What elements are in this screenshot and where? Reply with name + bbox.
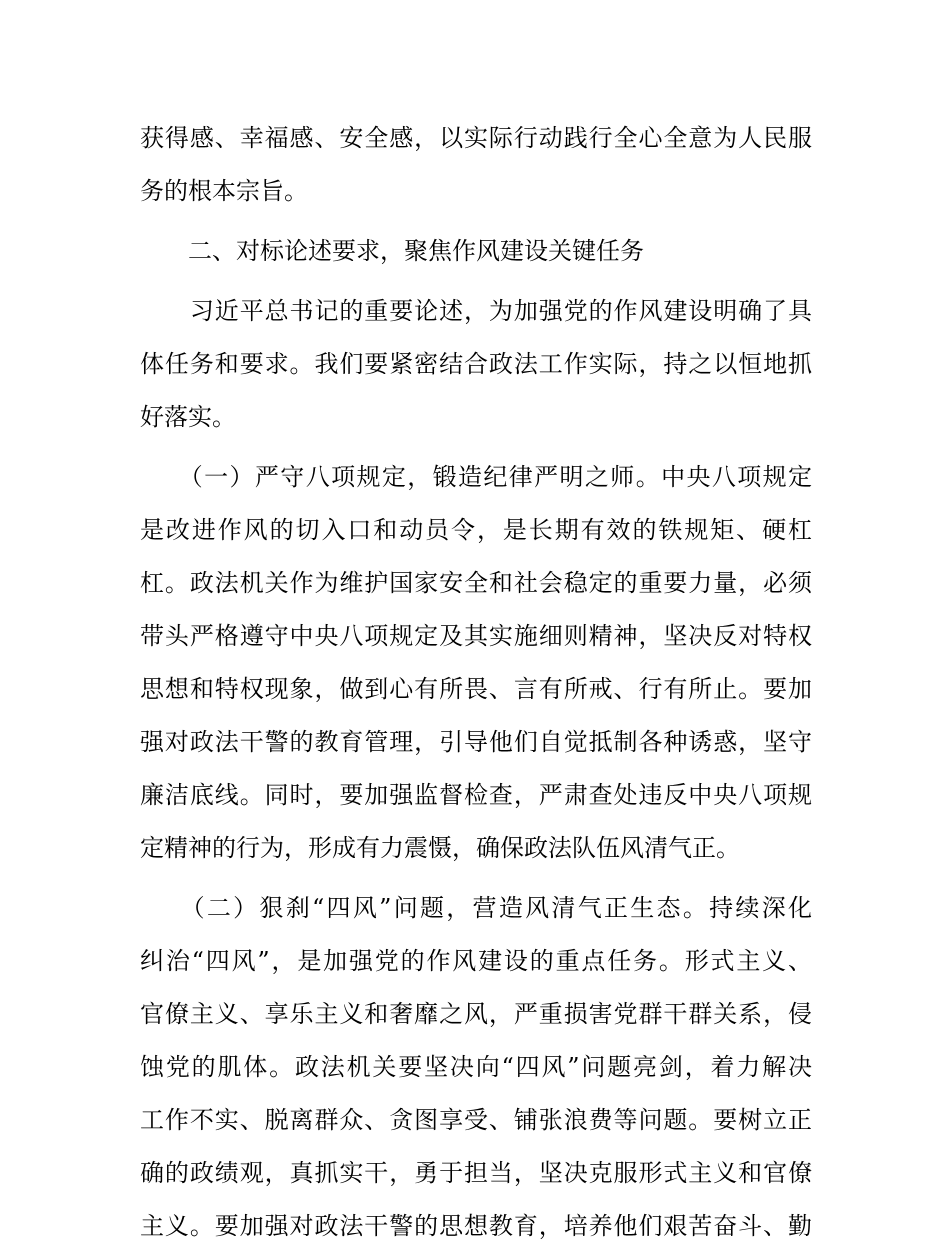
text-line: 体任务和要求。我们要紧密结合政法工作实际，持之以恒地抓 [140,350,812,378]
paragraph-point-two [140,882,812,1253]
heading-line: 二、对标论述要求，聚焦作风建设关键任务 [140,237,644,265]
text-line: 强对政法干警的教育管理，引导他们自觉抵制各种诱惑，坚守 [140,728,812,756]
text-line: 廉洁底线。同时，要加强监督检查，严肃查处违反中央八项规 [140,781,812,809]
text-line: 确的政绩观，真抓实干，勇于担当，坚决克服形式主义和官僚 [140,1159,812,1187]
text-line: （二）狠刹“四风”问题，营造风清气正生态。持续深化 [140,894,812,922]
text-line: 习近平总书记的重要论述，为加强党的作风建设明确了具 [140,297,812,325]
text-line: 定精神的行为，形成有力震慑，确保政法队伍风清气正。 [140,834,740,862]
paragraph-continuation [140,112,812,218]
document-page [140,112,812,1253]
text-line: 务的根本宗旨。 [140,177,308,205]
paragraph-intro [140,285,812,444]
section-heading [140,225,812,278]
text-line: 纠治“四风”，是加强党的作风建设的重点任务。形式主义、 [140,947,812,975]
text-line: （一）严守八项规定，锻造纪律严明之师。中央八项规定 [140,463,812,491]
text-line: 获得感、幸福感、安全感，以实际行动践行全心全意为人民服 [140,124,812,152]
text-line: 好落实。 [140,403,236,431]
text-line: 主义。要加强对政法干警的思想教育，培养他们艰苦奋斗、勤 [140,1212,812,1240]
text-line: 是改进作风的切入口和动员令，是长期有效的铁规矩、硬杠 [140,516,812,544]
paragraph-point-one [140,451,812,875]
text-line: 工作不实、脱离群众、贪图享受、铺张浪费等问题。要树立正 [140,1106,812,1134]
text-line: 蚀党的肌体。政法机关要坚决向“四风”问题亮剑，着力解决 [140,1053,812,1081]
text-line: 思想和特权现象，做到心有所畏、言有所戒、行有所止。要加 [140,675,812,703]
text-line: 带头严格遵守中央八项规定及其实施细则精神，坚决反对特权 [140,622,812,650]
text-line: 官僚主义、享乐主义和奢靡之风，严重损害党群干群关系，侵 [140,1000,812,1028]
text-line: 杠。政法机关作为维护国家安全和社会稳定的重要力量，必须 [140,569,812,597]
